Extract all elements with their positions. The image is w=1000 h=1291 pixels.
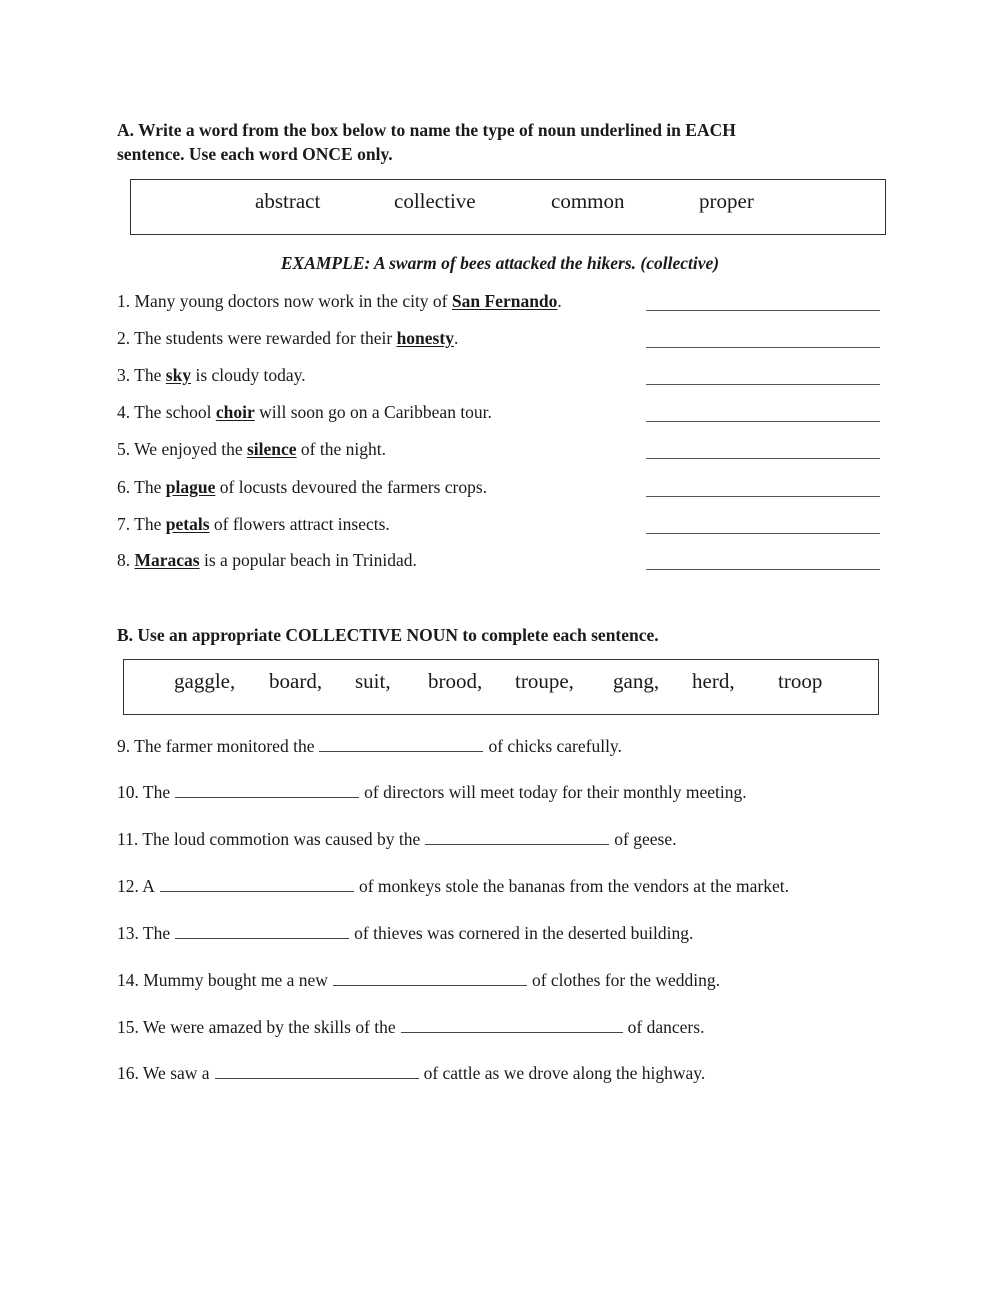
question-text: 15. We were amazed by the skills of the	[117, 1017, 396, 1037]
question-7	[117, 513, 390, 535]
question-text: is cloudy today.	[191, 365, 306, 385]
question-text: of monkeys stole the bananas from the vendors at the market.	[358, 876, 790, 896]
question-text: .	[557, 291, 562, 311]
answer-blank[interactable]	[319, 736, 483, 752]
question-text: 12. A	[117, 876, 155, 896]
word-bank-item: board,	[269, 669, 323, 693]
question-16	[117, 1062, 705, 1084]
question-text: 6. The	[117, 477, 166, 497]
question-text: 9. The farmer monitored the	[117, 736, 315, 756]
question-6	[117, 476, 487, 498]
question-15	[117, 1016, 704, 1038]
question-text: of cattle as we drove along the highway.	[423, 1063, 706, 1083]
question-text: 13. The	[117, 923, 171, 943]
answer-blank[interactable]	[646, 496, 880, 497]
answer-blank[interactable]	[175, 782, 359, 798]
section-a-word-bank	[130, 179, 886, 235]
question-text: will soon go on a Caribbean tour.	[254, 402, 492, 422]
underlined-noun: San Fernando	[451, 291, 558, 311]
answer-blank[interactable]	[401, 1017, 623, 1033]
section-a-instruction-line1: A. Write a word from the box below to name the type of noun underlined in EACH	[117, 120, 736, 140]
section-b-instruction: B. Use an appropriate COLLECTIVE NOUN to complete each sentence.	[117, 625, 659, 645]
word-bank-item: common	[551, 189, 625, 213]
underlined-noun: Maracas	[134, 550, 200, 570]
question-3	[117, 364, 306, 386]
answer-blank[interactable]	[425, 829, 609, 845]
word-bank-item: proper	[699, 189, 754, 213]
section-b-instructions	[117, 623, 897, 647]
answer-blank[interactable]	[646, 533, 880, 534]
underlined-noun: silence	[246, 439, 297, 459]
question-1	[117, 290, 562, 312]
underlined-noun: plague	[165, 477, 216, 497]
question-text: of the night.	[296, 439, 386, 459]
word-bank-item: gang,	[613, 669, 660, 693]
question-text: 8.	[117, 550, 135, 570]
word-bank-item: troupe,	[515, 669, 574, 693]
question-text: of geese.	[614, 829, 677, 849]
question-text: 10. The	[117, 782, 171, 802]
section-a-instruction-line2: sentence. Use each word ONCE only.	[117, 144, 393, 164]
question-9	[117, 735, 622, 757]
question-text: 11. The loud commotion was caused by the	[117, 829, 421, 849]
question-text: of clothes for the wedding.	[531, 970, 721, 990]
question-12	[117, 875, 789, 897]
section-a-instructions	[117, 118, 897, 166]
question-text: of thieves was cornered in the deserted building.	[354, 923, 694, 943]
word-bank-item: troop	[778, 669, 823, 693]
section-b-word-bank	[123, 659, 879, 715]
question-text: of locusts devoured the farmers crops.	[215, 477, 488, 497]
example-text: EXAMPLE: A swarm of bees attacked the hikers. (collective)	[280, 253, 720, 273]
answer-blank[interactable]	[646, 384, 880, 385]
question-text: 5. We enjoyed the	[117, 439, 247, 459]
question-4	[117, 401, 492, 423]
answer-blank[interactable]	[646, 458, 880, 459]
underlined-noun: choir	[215, 402, 255, 422]
word-bank-item: herd,	[692, 669, 735, 693]
question-14	[117, 969, 720, 991]
question-text: of flowers attract insects.	[209, 514, 390, 534]
word-bank-item: brood,	[428, 669, 483, 693]
answer-blank[interactable]	[215, 1063, 419, 1079]
word-bank-item: abstract	[255, 189, 321, 213]
word-bank-item: gaggle,	[174, 669, 236, 693]
answer-blank[interactable]	[646, 347, 880, 348]
question-text: is a popular beach in Trinidad.	[199, 550, 417, 570]
answer-blank[interactable]	[646, 421, 880, 422]
answer-blank[interactable]	[646, 310, 880, 311]
question-text: 16. We saw a	[117, 1063, 210, 1083]
underlined-noun: petals	[165, 514, 210, 534]
question-11	[117, 828, 676, 850]
question-text: 1. Many young doctors now work in the city of	[117, 291, 452, 311]
word-bank-item: suit,	[355, 669, 391, 693]
word-bank-item: collective	[394, 189, 476, 213]
underlined-noun: honesty	[396, 328, 454, 348]
question-5	[117, 438, 386, 460]
answer-blank[interactable]	[646, 569, 880, 570]
question-text: 4. The school	[117, 402, 216, 422]
answer-blank[interactable]	[160, 876, 354, 892]
answer-blank[interactable]	[175, 923, 349, 939]
question-8	[117, 549, 417, 571]
question-10	[117, 781, 747, 803]
example-line	[0, 253, 1000, 274]
question-text: of directors will meet today for their monthly meeting.	[364, 782, 747, 802]
question-text: of dancers.	[627, 1017, 705, 1037]
question-text: 14. Mummy bought me a new	[117, 970, 328, 990]
question-2	[117, 327, 458, 349]
question-text: 2. The students were rewarded for their	[117, 328, 397, 348]
question-text: .	[453, 328, 459, 348]
question-text: 7. The	[117, 514, 166, 534]
underlined-noun: sky	[165, 365, 192, 385]
question-text: of chicks carefully.	[488, 736, 622, 756]
question-text: 3. The	[117, 365, 166, 385]
answer-blank[interactable]	[333, 970, 527, 986]
question-13	[117, 922, 693, 944]
